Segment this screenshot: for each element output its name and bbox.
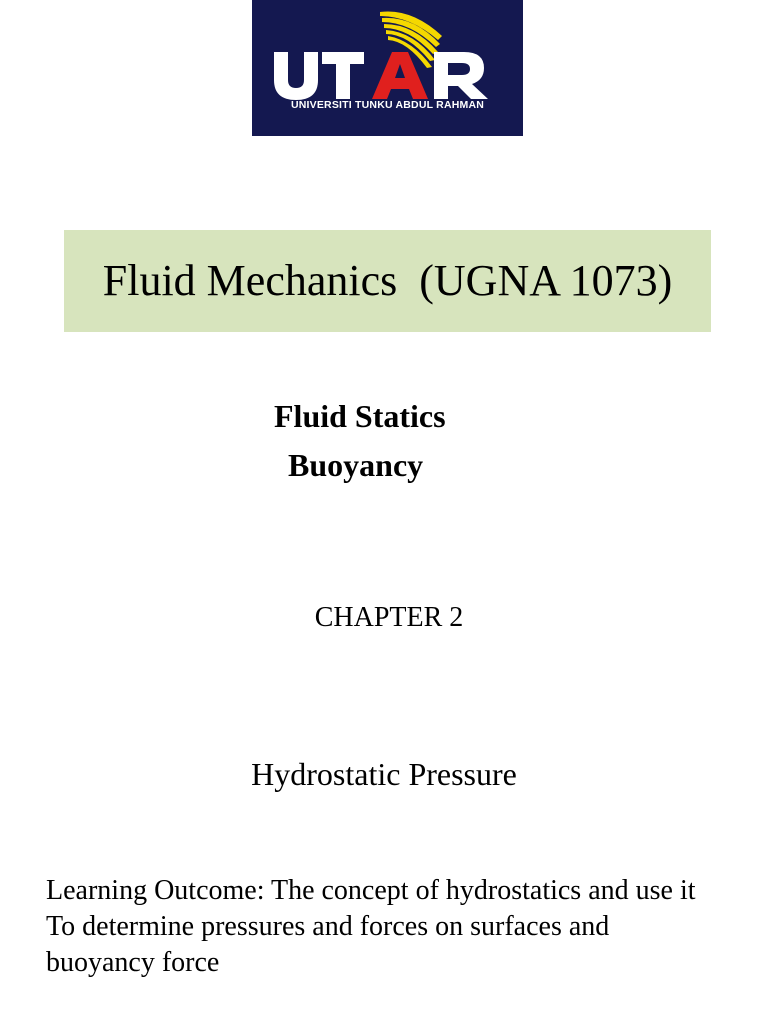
utar-logo: [252, 0, 523, 136]
learning-outcome-line: To determine pressures and forces on surfaces and: [46, 911, 610, 942]
utar-logo-mark: [252, 0, 523, 136]
subtitle-fluid-statics: Fluid Statics: [274, 398, 446, 434]
learning-outcome-line: Learning Outcome: The concept of hydrostatics and use it: [46, 875, 696, 906]
learning-outcome-line: buoyancy force: [46, 947, 220, 978]
university-name: UNIVERSITI TUNKU ABDUL RAHMAN: [290, 99, 485, 111]
title-banner: [64, 230, 711, 332]
topic-heading: Hydrostatic Pressure: [251, 756, 517, 792]
subtitle-buoyancy: Buoyancy: [288, 447, 424, 483]
learning-outcome: [46, 873, 756, 981]
course-title: Fluid Mechanics (UGNA 1073): [102, 256, 673, 305]
chapter-label: CHAPTER 2: [314, 602, 464, 633]
